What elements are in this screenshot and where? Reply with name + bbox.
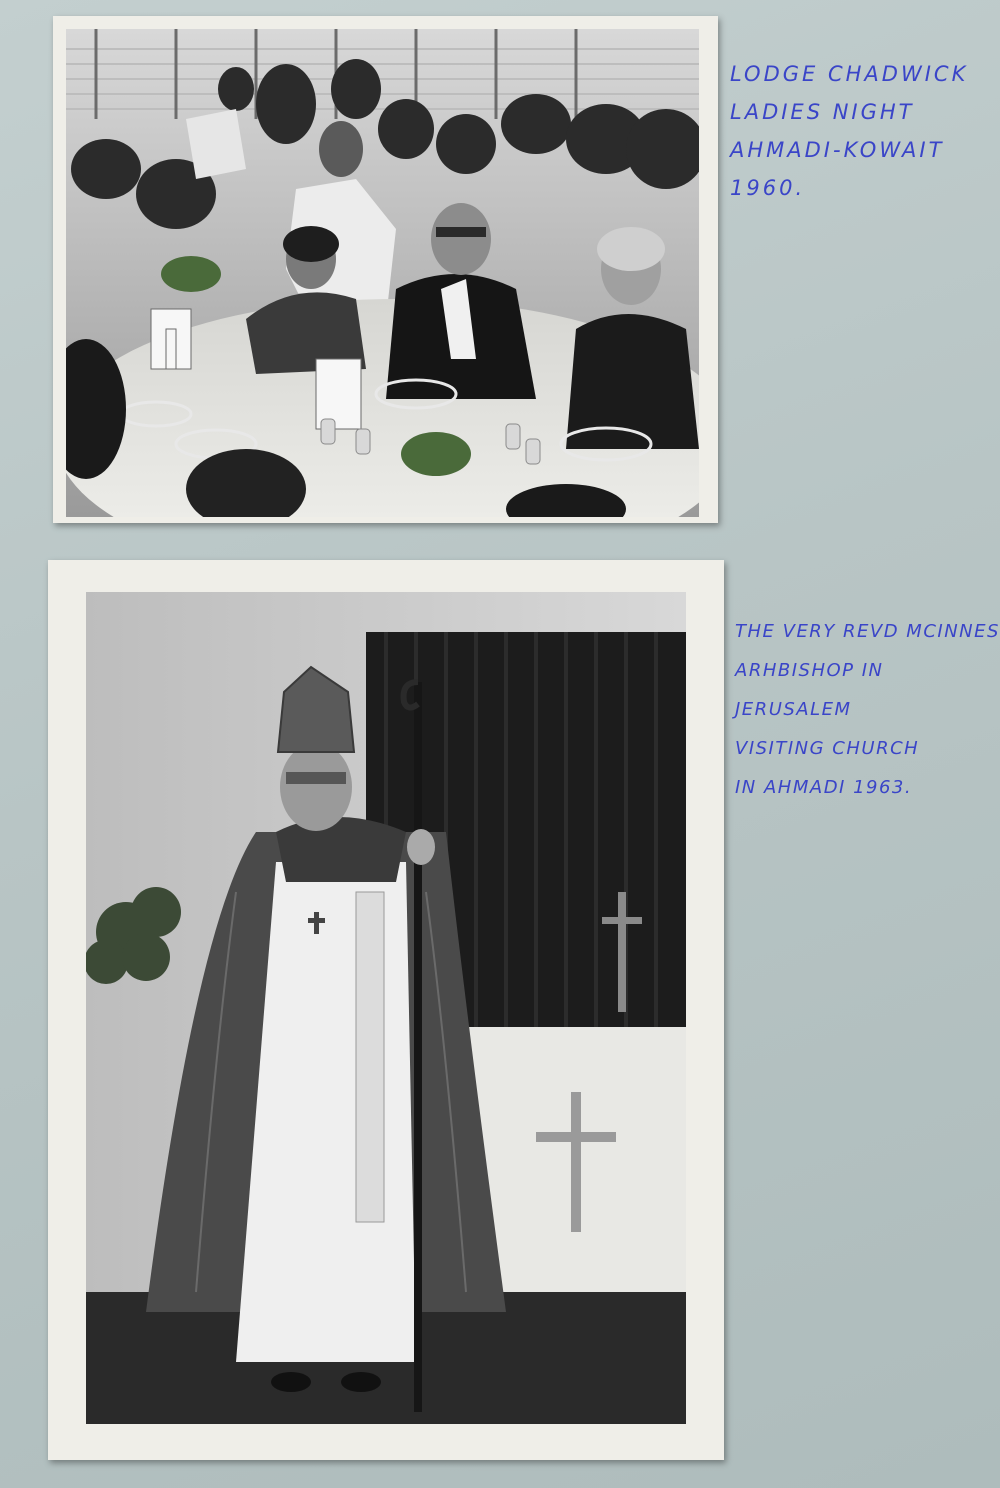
- archbishop-photo-image: [86, 592, 686, 1424]
- caption-line: LADIES NIGHT: [730, 100, 915, 124]
- archbishop-caption: [735, 612, 1000, 807]
- caption-line: AHMADI-KOWAIT: [730, 138, 945, 162]
- banquet-photo-image: [66, 29, 699, 517]
- caption-line: VISITING CHURCH: [735, 738, 920, 759]
- banquet-photo: [66, 29, 699, 517]
- caption-line: 1960.: [730, 176, 806, 200]
- banquet-caption: [730, 55, 968, 207]
- caption-line: JERUSALEM: [735, 699, 852, 720]
- caption-line: IN AHMADI 1963.: [735, 777, 913, 798]
- caption-line: LODGE CHADWICK: [730, 62, 969, 86]
- archbishop-photo: [86, 592, 686, 1424]
- caption-line: THE VERY REVD MCINNES: [735, 621, 1000, 642]
- caption-line: ARHBISHOP IN: [735, 660, 884, 681]
- banquet-photo-print: [53, 16, 718, 523]
- archbishop-photo-print: [48, 560, 724, 1460]
